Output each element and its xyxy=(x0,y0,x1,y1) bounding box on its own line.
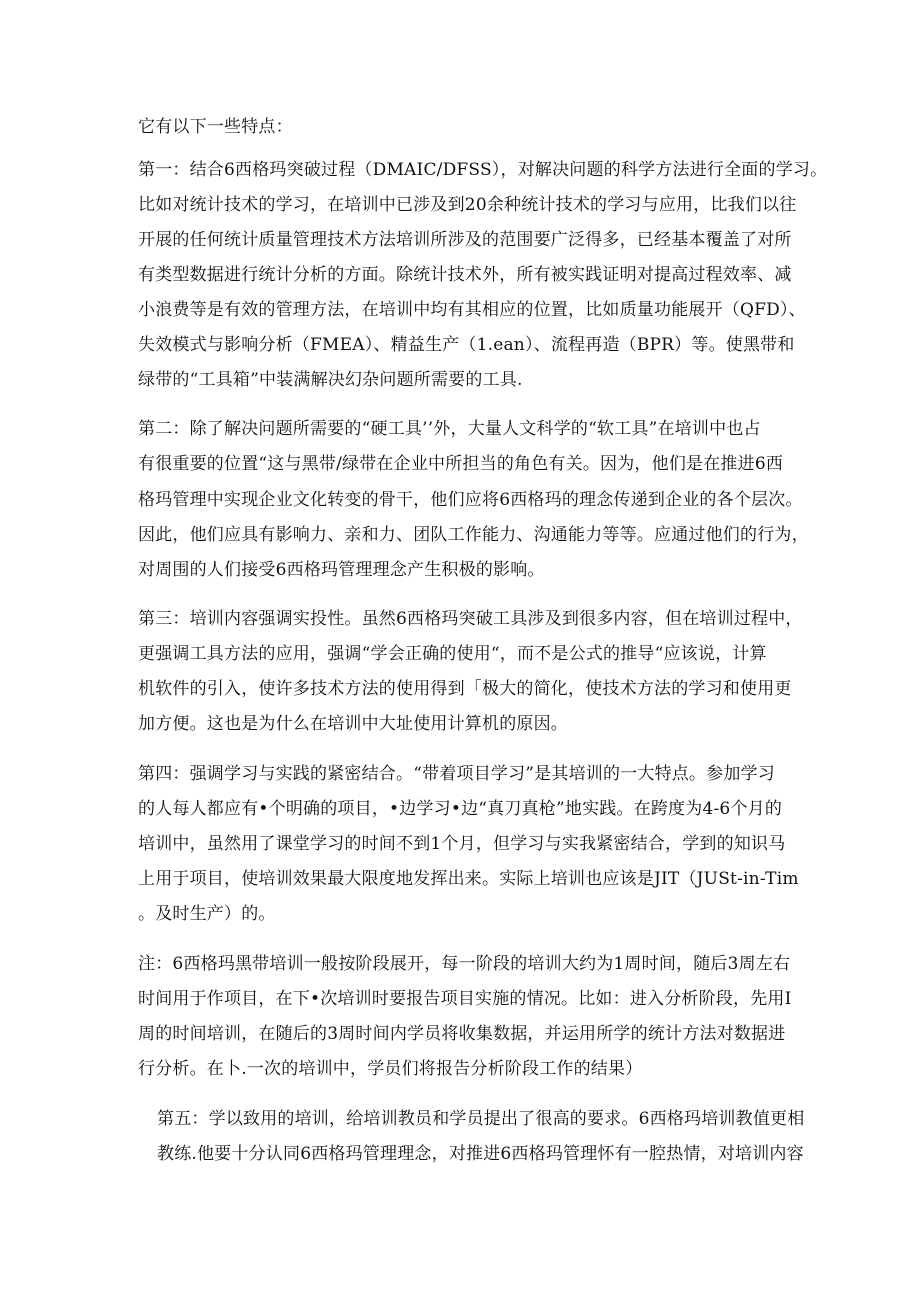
paragraph-1-line-7: 绿带的“工具箱”中装满解决幻杂问题所需要的工具. xyxy=(138,370,523,390)
note-line-1: 注：6西格玛黑带培训一般按阶段展开，每一阶段的培训大约为1周时间，随后3周左右 xyxy=(138,954,791,974)
paragraph-4-line-3: 培训中，虽然用了课堂学习的时间不到1个月，但学习与实我紧密结合，学到的知识马 xyxy=(138,834,786,854)
paragraph-4-line-4: 上用于项目，使培训效果最大限度地发挥出来。实际上培训也应该是JIT（JUSt-in-Tim xyxy=(138,869,799,889)
paragraph-3-line-4: 加方便。这也是为什么在培训中大址使用计算机的原因。 xyxy=(138,714,568,734)
paragraph-5-line-2: 教练.他要十分认同6西格玛管理理念，对推进6西格玛管理怀有一腔热情，对培训内容 xyxy=(157,1144,804,1164)
paragraph-4-line-1: 第四：强调学习与实践的紧密结合。“带着项目学习”是其培训的一大特点。参加学习 xyxy=(138,764,775,784)
paragraph-1-line-1: 第一：结合6西格玛突破过程（DMAIC/DFSS），对解决问题的科学方法进行全面的学习。 xyxy=(138,160,828,180)
paragraph-4-line-5: 。及时生产）的。 xyxy=(138,904,276,924)
paragraph-3-line-2: 更强调工具方法的应用，强调“学会正确的使用“，而不是公式的推导“应该说，计算 xyxy=(138,644,767,664)
paragraph-2-line-2: 有很重要的位置“这与黑带/绿带在企业中所担当的角色有关。因为，他们是在推进6西 xyxy=(138,454,784,474)
note-line-4: 行分析。在卜.一次的培训中，学员们将报告分析阶段工作的结果） xyxy=(138,1059,643,1079)
paragraph-5-line-1: 第五：学以致用的培训，给培训教员和学员提出了很高的要求。6西格玛培训教值更相 xyxy=(157,1109,805,1129)
paragraph-2-line-1: 第二：除了解决问题所需要的“硬工具’’外，大量人文科学的“软工具”在培训中也占 xyxy=(138,419,761,439)
paragraph-3-line-1: 第三：培训内容强调实投性。虽然6西格玛突破工具涉及到很多内容，但在培训过程中， xyxy=(138,609,803,629)
paragraph-2-line-4: 因此，他们应具有影响力、亲和力、团队工作能力、沟通能力等等。应通过他们的行为， xyxy=(138,525,809,545)
note-line-2: 时间用于作项目，在下•次培训时要报告项目实施的情况。比如：进入分析阶段，先用I xyxy=(138,989,792,1009)
note-line-3: 周的时间培训，在随后的3周时间内学员将收集数据，并运用所学的统计方法对数据进 xyxy=(138,1024,786,1044)
paragraph-3-line-3: 机软件的引入，使许多技术方法的使用得到「极大的简化，使技术方法的学习和使用更 xyxy=(138,679,792,699)
paragraph-2-line-3: 格玛管理中实现企业文化转变的骨干，他们应将6西格玛的理念传递到企业的各个层次。 xyxy=(138,490,803,510)
paragraph-1-line-2: 比如对统计技术的学习，在培训中已涉及到20余种统计技术的学习与应用，比我们以往 xyxy=(138,195,797,215)
paragraph-1-line-5: 小浪费等是有效的管理方法，在培训中均有其相应的位置，比如质量功能展开（QFD）、 xyxy=(138,300,806,320)
paragraph-4-line-2: 的人每人都应有•个明确的项目，•边学习•边“真刀真枪”地实践。在跨度为4-6个月的 xyxy=(138,799,783,819)
paragraph-1-line-6: 失效模式与影响分析（FMEA）、精益生产（1.ean）、流程再造（BPR）等。使黑带和 xyxy=(138,335,795,355)
intro-line: 它有以下一些特点： xyxy=(138,117,293,137)
paragraph-1-line-4: 有类型数据进行统计分析的方面。除统计技术外，所有被实践证明对提高过程效率、减 xyxy=(138,265,792,285)
paragraph-1-line-3: 开展的任何统计质量管理技术方法培训所涉及的范围要广泛得多，已经基本覆盖了对所 xyxy=(138,230,792,250)
paragraph-2-line-5: 对周围的人们接受6西格玛管理理念产生积极的影响。 xyxy=(138,560,545,580)
